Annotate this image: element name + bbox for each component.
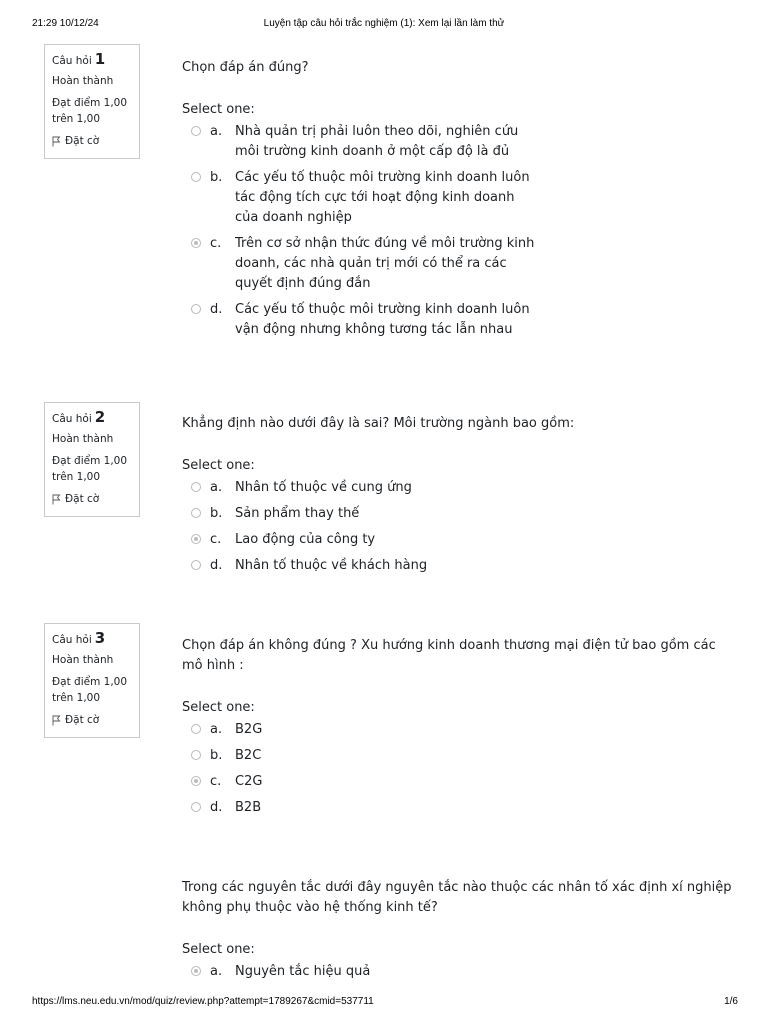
question-info-2 bbox=[44, 402, 140, 517]
answer-text: Nguyên tắc hiệu quả bbox=[235, 964, 371, 979]
answer-text: C2G bbox=[235, 774, 263, 789]
radio-button[interactable] bbox=[191, 304, 201, 314]
answer-letter: b. bbox=[210, 748, 223, 763]
question-number-row bbox=[52, 630, 139, 648]
answer-option[interactable] bbox=[182, 772, 732, 792]
flag-question-button[interactable] bbox=[52, 133, 139, 149]
answer-option[interactable] bbox=[182, 746, 732, 766]
page-number: 1/6 bbox=[724, 996, 738, 1007]
question-info-3 bbox=[44, 623, 140, 738]
answer-text: Nhân tố thuộc về cung ứng bbox=[235, 480, 412, 495]
question-label: Câu hỏi bbox=[52, 634, 92, 646]
radio-button-selected[interactable] bbox=[191, 534, 201, 544]
answer-text: B2C bbox=[235, 748, 262, 763]
question-state: Hoàn thành bbox=[52, 654, 114, 666]
answer-letter: c. bbox=[210, 774, 222, 789]
answer-list bbox=[182, 720, 732, 818]
answer-text: Sản phẩm thay thế bbox=[235, 506, 360, 521]
question-text: Chọn đáp án không đúng ? Xu hướng kinh doanh thương mại điện tử bao gồm các mô hình : bbox=[182, 638, 716, 673]
answer-letter: c. bbox=[210, 236, 222, 251]
question-number: 3 bbox=[94, 629, 106, 647]
question-label: Câu hỏi bbox=[52, 413, 92, 425]
answer-letter: b. bbox=[210, 170, 223, 185]
print-url: https://lms.neu.edu.vn/mod/quiz/review.php?attempt=1789267&cmid=537711 bbox=[32, 996, 374, 1007]
answer-option[interactable] bbox=[182, 798, 732, 818]
print-timestamp: 21:29 10/12/24 bbox=[32, 18, 99, 29]
answer-option[interactable] bbox=[182, 556, 732, 576]
answer-letter: a. bbox=[210, 480, 223, 495]
select-one-prompt: Select one: bbox=[182, 458, 255, 473]
answer-letter: a. bbox=[210, 124, 223, 139]
question-info-1 bbox=[44, 44, 140, 159]
question-grade: Đạt điểm 1,00 trên 1,00 bbox=[52, 676, 128, 704]
radio-button[interactable] bbox=[191, 802, 201, 812]
answer-text: Lao động của công ty bbox=[235, 532, 376, 547]
answer-list bbox=[182, 478, 732, 576]
radio-button-selected[interactable] bbox=[191, 966, 201, 976]
radio-button-selected[interactable] bbox=[191, 238, 201, 248]
question-content-4 bbox=[182, 878, 732, 988]
answer-text: Các yếu tố thuộc môi trường kinh doanh luôn vận động nhưng không tương tác lẫn nhau bbox=[235, 302, 530, 337]
question-content-1 bbox=[182, 58, 732, 346]
answer-letter: d. bbox=[210, 302, 223, 317]
question-grade: Đạt điểm 1,00 trên 1,00 bbox=[52, 97, 128, 125]
select-one-prompt: Select one: bbox=[182, 942, 255, 957]
question-content-3 bbox=[182, 636, 732, 824]
answer-option[interactable] bbox=[182, 234, 732, 294]
answer-option[interactable] bbox=[182, 504, 732, 524]
select-one-prompt: Select one: bbox=[182, 102, 255, 117]
question-content-2 bbox=[182, 414, 732, 582]
question-text: Trong các nguyên tắc dưới đây nguyên tắc nào thuộc các nhân tố xác định xí nghiệp không phụ thuộc vào hệ thống kinh tế? bbox=[182, 880, 732, 915]
flag-icon bbox=[52, 136, 61, 147]
answer-option[interactable] bbox=[182, 962, 732, 982]
radio-button[interactable] bbox=[191, 126, 201, 136]
question-text: Khẳng định nào dưới đây là sai? Môi trường ngành bao gồm: bbox=[182, 416, 575, 431]
answer-list bbox=[182, 962, 732, 982]
radio-button-selected[interactable] bbox=[191, 776, 201, 786]
flag-question-button[interactable] bbox=[52, 712, 139, 728]
select-one-prompt: Select one: bbox=[182, 700, 255, 715]
answer-text: Các yếu tố thuộc môi trường kinh doanh luôn tác động tích cực tới hoạt động kinh doanh của doanh nghiệp bbox=[235, 170, 530, 225]
radio-button[interactable] bbox=[191, 508, 201, 518]
print-page-title: Luyện tập câu hỏi trắc nghiệm (1): Xem lại lần làm thử bbox=[263, 18, 505, 29]
flag-icon bbox=[52, 715, 61, 726]
question-state: Hoàn thành bbox=[52, 433, 114, 445]
radio-button[interactable] bbox=[191, 560, 201, 570]
flag-question-button[interactable] bbox=[52, 491, 139, 507]
flag-label: Đặt cờ bbox=[65, 493, 100, 505]
answer-option[interactable] bbox=[182, 478, 732, 498]
answer-text: B2G bbox=[235, 722, 263, 737]
radio-button[interactable] bbox=[191, 482, 201, 492]
answer-letter: a. bbox=[210, 722, 223, 737]
question-grade: Đạt điểm 1,00 trên 1,00 bbox=[52, 455, 128, 483]
answer-letter: a. bbox=[210, 964, 223, 979]
question-label: Câu hỏi bbox=[52, 55, 92, 67]
answer-letter: c. bbox=[210, 532, 222, 547]
answer-option[interactable] bbox=[182, 720, 732, 740]
question-number: 2 bbox=[94, 408, 106, 426]
answer-option[interactable] bbox=[182, 530, 732, 550]
answer-letter: d. bbox=[210, 800, 223, 815]
answer-letter: d. bbox=[210, 558, 223, 573]
flag-icon bbox=[52, 494, 61, 505]
question-state: Hoàn thành bbox=[52, 75, 114, 87]
radio-button[interactable] bbox=[191, 724, 201, 734]
radio-button[interactable] bbox=[191, 750, 201, 760]
answer-list bbox=[182, 122, 732, 340]
answer-option[interactable] bbox=[182, 300, 732, 340]
question-number: 1 bbox=[94, 50, 106, 68]
answer-text: B2B bbox=[235, 800, 262, 815]
answer-letter: b. bbox=[210, 506, 223, 521]
radio-button[interactable] bbox=[191, 172, 201, 182]
question-number-row bbox=[52, 51, 139, 69]
question-number-row bbox=[52, 409, 139, 427]
answer-option[interactable] bbox=[182, 168, 732, 228]
answer-text: Nhân tố thuộc về khách hàng bbox=[235, 558, 428, 573]
question-text: Chọn đáp án đúng? bbox=[182, 60, 309, 75]
flag-label: Đặt cờ bbox=[65, 135, 100, 147]
answer-option[interactable] bbox=[182, 122, 732, 162]
answer-text: Trên cơ sở nhận thức đúng về môi trường kinh doanh, các nhà quản trị mới có thể ra các quyết định đúng đắn bbox=[235, 236, 535, 291]
flag-label: Đặt cờ bbox=[65, 714, 100, 726]
answer-text: Nhà quản trị phải luôn theo dõi, nghiên cứu môi trường kinh doanh ở một cấp độ là đủ bbox=[235, 124, 519, 159]
